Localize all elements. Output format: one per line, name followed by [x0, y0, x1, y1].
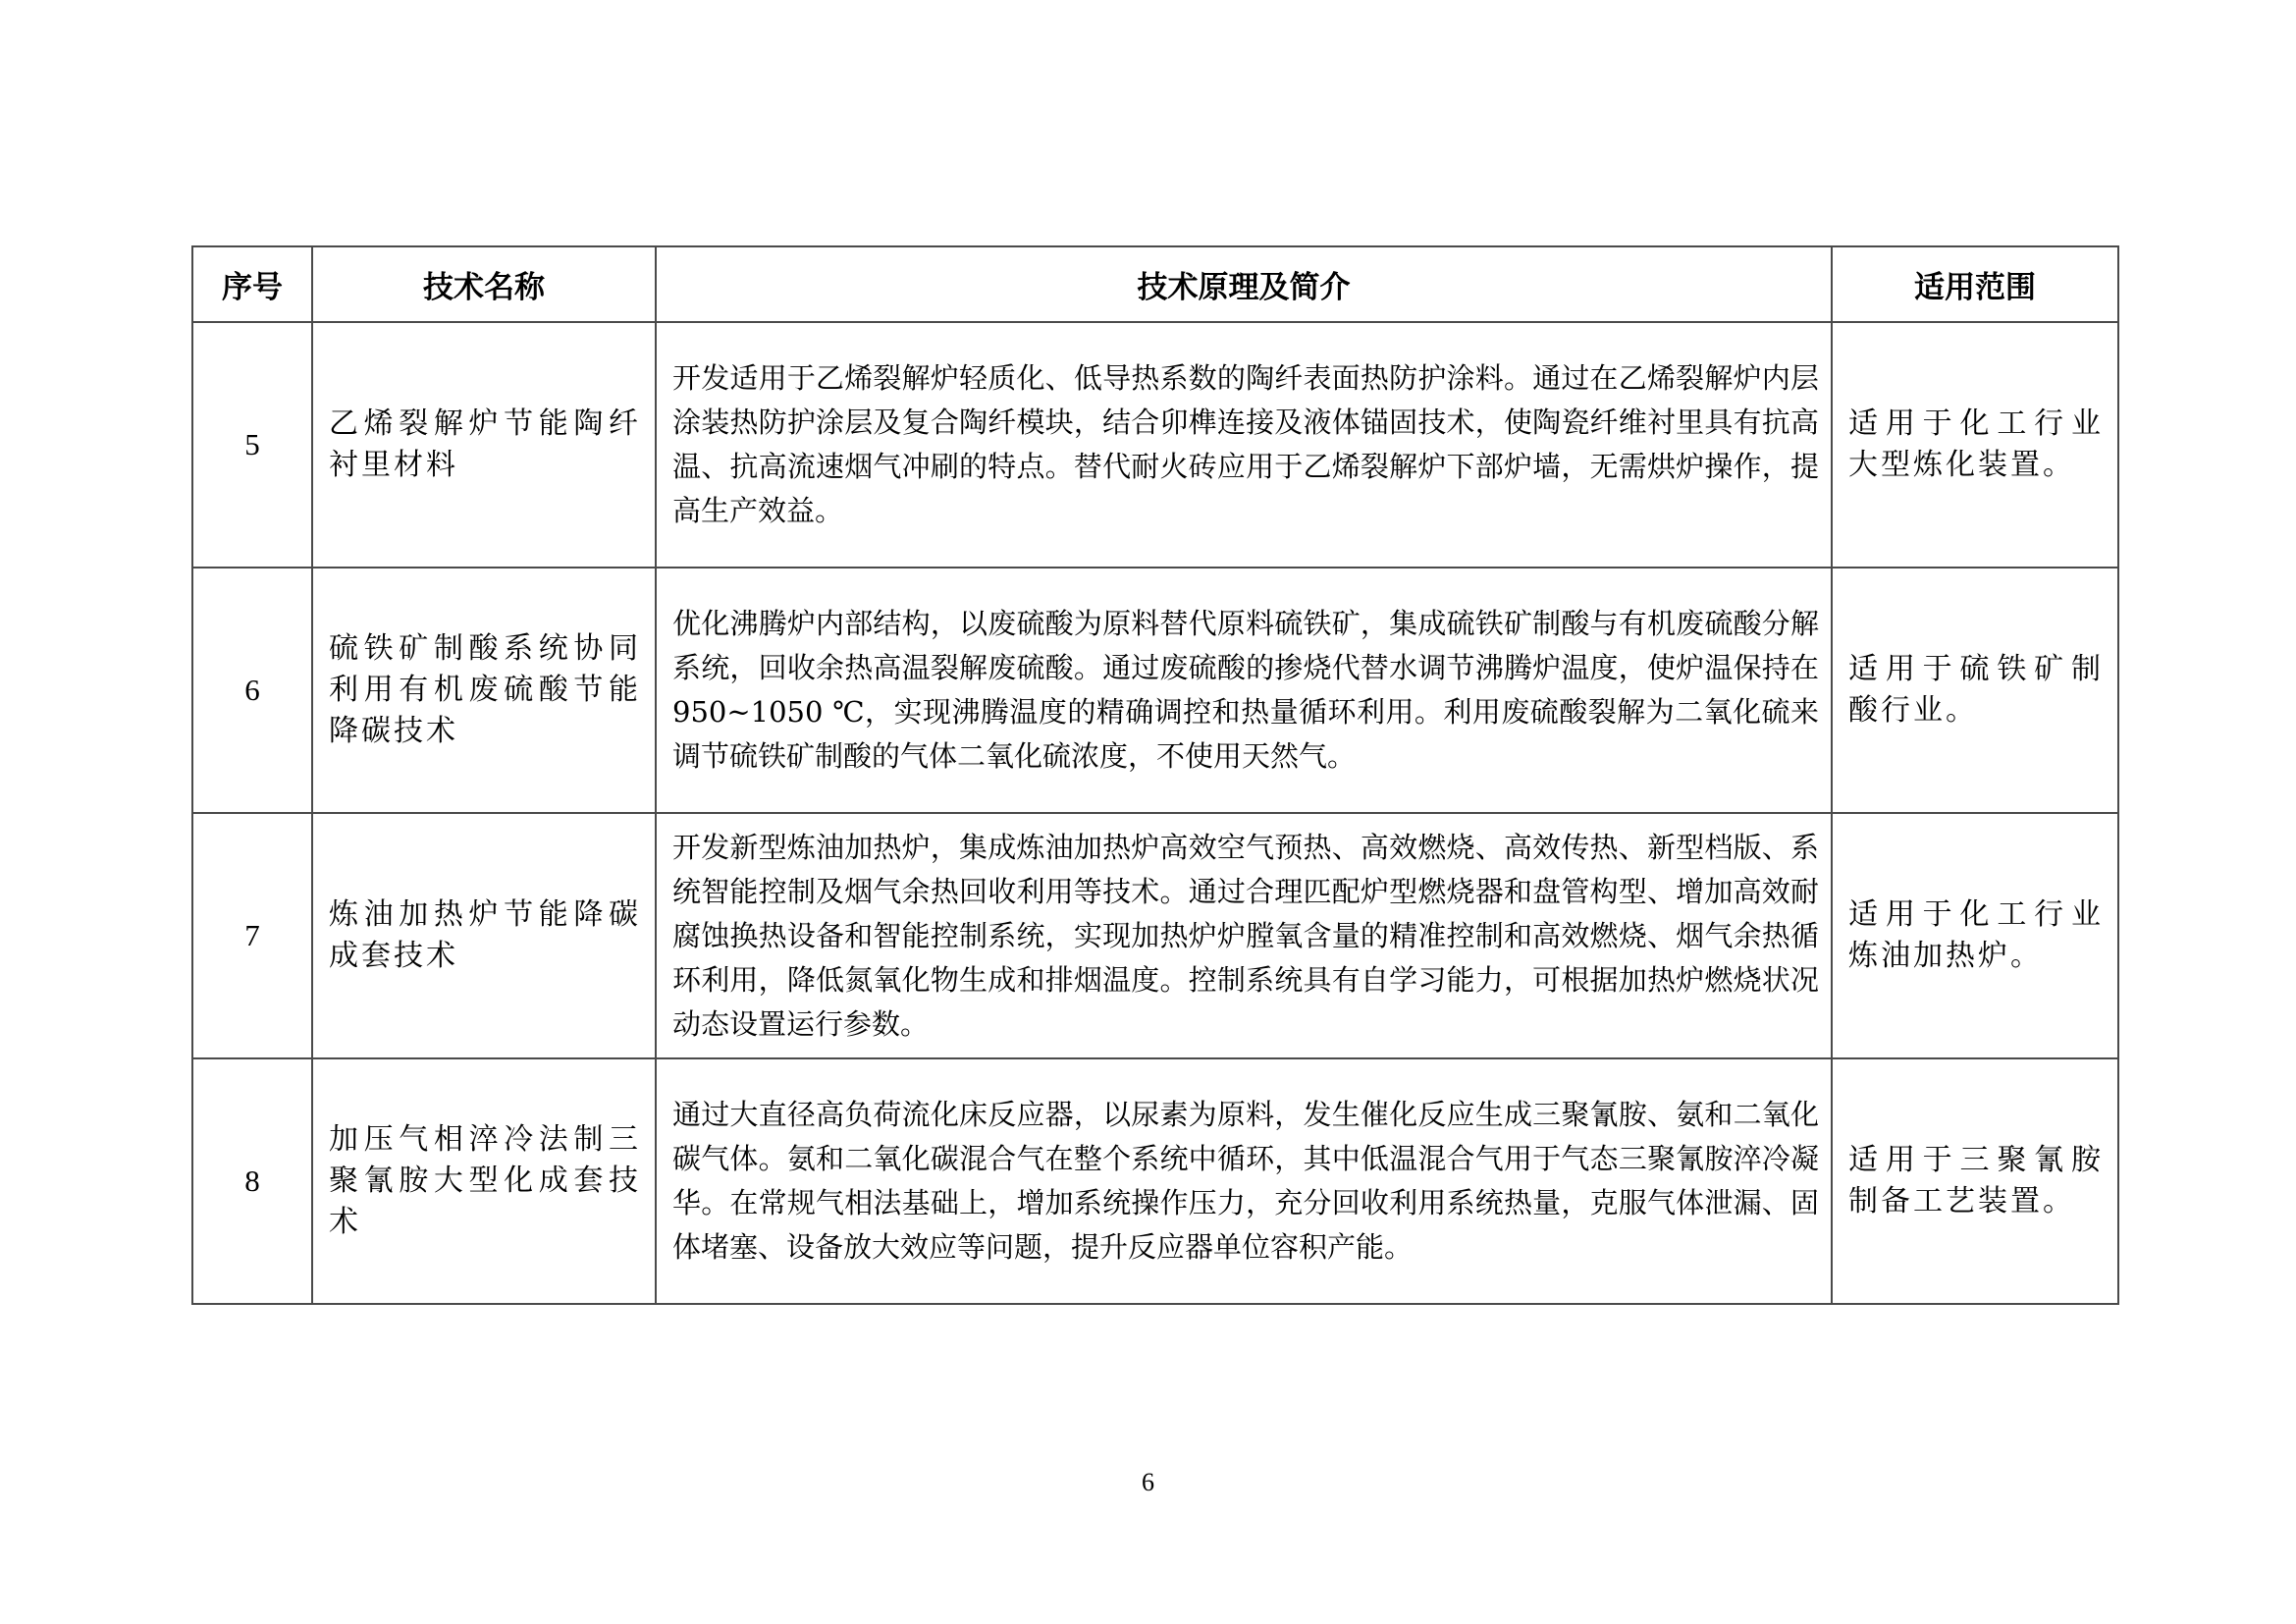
technology-description: 开发新型炼油加热炉，集成炼油加热炉高效空气预热、高效燃烧、高效传热、新型档版、系统智能控制及烟气余热回收利用等技术。通过合理匹配炉型燃烧器和盘管构型、增加高效耐腐蚀换热设备和智能控制系统，实现加热炉炉膛氧含量的精准控制和高效燃烧、烟气余热循环利用，降低氮氧化物生成和排烟温度。控制系统具有自学习能力，可根据加热炉燃烧状况动态设置运行参数。	[656, 813, 1832, 1058]
technology-description: 优化沸腾炉内部结构，以废硫酸为原料替代原料硫铁矿，集成硫铁矿制酸与有机废硫酸分解系统，回收余热高温裂解废硫酸。通过废硫酸的掺烧代替水调节沸腾炉温度，使炉温保持在 950~1050 ℃，实现沸腾温度的精确调控和热量循环利用。利用废硫酸裂解为二氧化硫来调节硫铁矿制酸的气体二氧化硫浓度，不使用天然气。	[656, 568, 1832, 813]
row-number: 6	[192, 568, 312, 813]
table-row	[192, 1058, 2118, 1304]
table-row	[192, 322, 2118, 568]
application-scope: 适用于硫铁矿制酸行业。	[1832, 568, 2118, 813]
technology-description: 通过大直径高负荷流化床反应器，以尿素为原料，发生催化反应生成三聚氰胺、氨和二氧化碳气体。氨和二氧化碳混合气在整个系统中循环，其中低温混合气用于气态三聚氰胺淬冷凝华。在常规气相法基础上，增加系统操作压力，充分回收利用系统热量，克服气体泄漏、固体堵塞、设备放大效应等问题，提升反应器单位容积产能。	[656, 1058, 1832, 1304]
table-row	[192, 568, 2118, 813]
technology-table	[191, 245, 2119, 1305]
header-name: 技术名称	[312, 246, 656, 322]
technology-name: 硫铁矿制酸系统协同利用有机废硫酸节能降碳技术	[312, 568, 656, 813]
table-row	[192, 813, 2118, 1058]
header-scope: 适用范围	[1832, 246, 2118, 322]
technology-description: 开发适用于乙烯裂解炉轻质化、低导热系数的陶纤表面热防护涂料。通过在乙烯裂解炉内层涂装热防护涂层及复合陶纤模块，结合卯榫连接及液体锚固技术，使陶瓷纤维衬里具有抗高温、抗高流速烟气冲刷的特点。替代耐火砖应用于乙烯裂解炉下部炉墙，无需烘炉操作，提高生产效益。	[656, 322, 1832, 568]
row-number: 8	[192, 1058, 312, 1304]
row-number: 5	[192, 322, 312, 568]
table-header-row	[192, 246, 2118, 322]
page-number: 6	[1142, 1468, 1154, 1496]
application-scope: 适用于化工行业大型炼化装置。	[1832, 322, 2118, 568]
row-number: 7	[192, 813, 312, 1058]
header-no: 序号	[192, 246, 312, 322]
technology-name: 加压气相淬冷法制三聚氰胺大型化成套技术	[312, 1058, 656, 1304]
application-scope: 适用于三聚氰胺制备工艺装置。	[1832, 1058, 2118, 1304]
header-desc: 技术原理及简介	[656, 246, 1832, 322]
technology-name: 乙烯裂解炉节能陶纤衬里材料	[312, 322, 656, 568]
technology-name: 炼油加热炉节能降碳成套技术	[312, 813, 656, 1058]
application-scope: 适用于化工行业炼油加热炉。	[1832, 813, 2118, 1058]
